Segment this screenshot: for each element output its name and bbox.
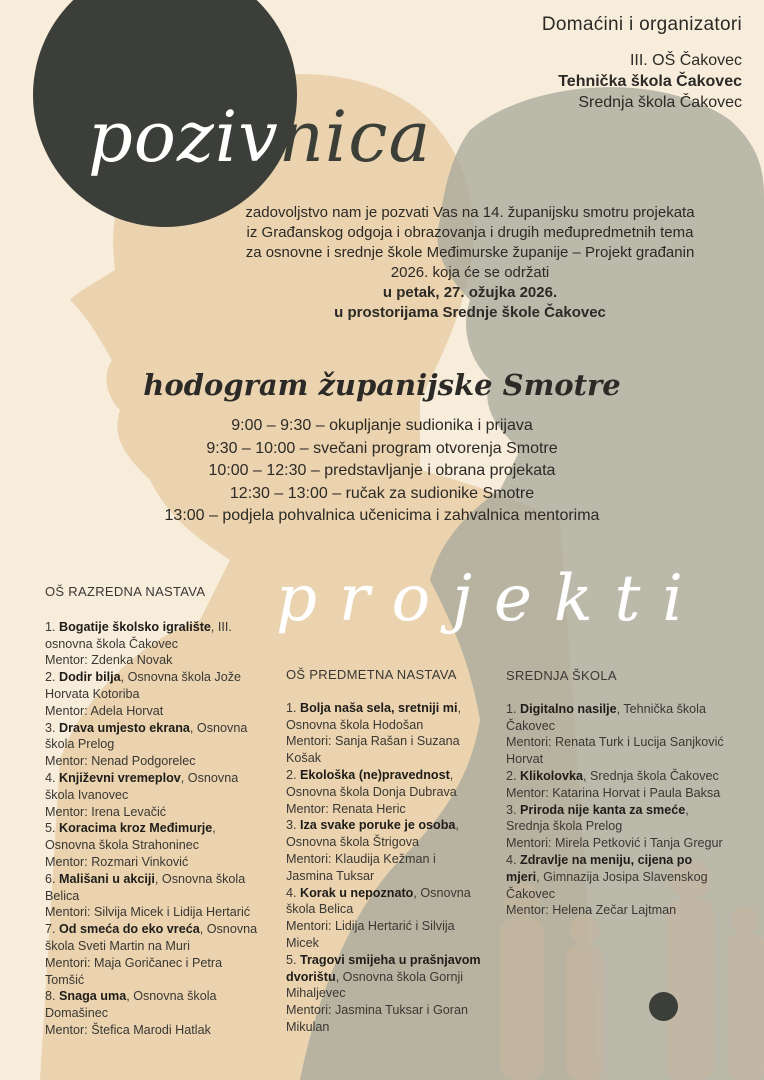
- project-number: 3.: [286, 818, 297, 833]
- project-school: , Osnovna škola Donja Dubrava: [286, 767, 457, 799]
- project-school: , Tehnička škola Čakovec: [506, 701, 706, 733]
- column-heading: OŠ RAZREDNA NASTAVA: [45, 584, 206, 599]
- project-number: 5.: [45, 821, 56, 836]
- page-title: [88, 96, 432, 178]
- project-number: 4.: [45, 770, 56, 785]
- project-entry: [286, 700, 486, 767]
- project-mentor: Mentor: Rozmari Vinković: [45, 854, 189, 869]
- project-mentor: Mentor: Renata Heric: [286, 801, 406, 816]
- project-school: , Gimnazija Josipa Slavenskog Čakovec: [506, 869, 708, 901]
- host-school-1: III. OŠ Čakovec: [629, 52, 742, 69]
- project-school: , Osnovna škola Štrigova: [286, 818, 459, 850]
- project-name: Priroda nije kanta za smeće: [520, 802, 686, 817]
- project-name: Bogatije školsko igralište: [59, 619, 211, 634]
- project-number: 6.: [45, 871, 56, 886]
- project-number: 1.: [286, 700, 297, 715]
- project-school: , Osnovna škola Hodošan: [286, 700, 462, 732]
- project-mentor: Mentor: Helena Zečar Lajtman: [506, 903, 677, 918]
- project-mentor: Mentor: Nenad Podgorelec: [45, 754, 196, 769]
- project-school: , Osnovna škola Gornji Mihaljevec: [286, 969, 464, 1001]
- project-mentor: Mentori: Silvija Micek i Lidija Hertarić: [45, 905, 251, 920]
- project-name: Koracima kroz Međimurje: [59, 821, 213, 836]
- event-venue: u prostorijama Srednje škole Čakovec: [334, 304, 606, 321]
- project-mentor: Mentor: Adela Horvat: [45, 703, 164, 718]
- column-heading: SREDNJA ŠKOLA: [506, 668, 617, 683]
- invitation-text: [240, 203, 700, 323]
- project-name: Zdravlje na meniju, cijena po mjeri: [506, 852, 693, 884]
- project-entry: [286, 817, 486, 884]
- project-number: 5.: [286, 952, 297, 967]
- project-name: Iza svake poruke je osoba: [300, 818, 456, 833]
- project-entry: [45, 770, 260, 820]
- project-school: , III. osnovna škola Čakovec: [45, 619, 232, 651]
- project-school: , Osnovna škola Ivanovec: [45, 770, 239, 802]
- decorative-dot: [649, 992, 678, 1021]
- project-entry: [286, 885, 486, 952]
- project-number: 1.: [506, 701, 517, 716]
- project-name: Dodir bilja: [59, 670, 121, 685]
- project-name: Snaga uma: [59, 989, 127, 1004]
- project-school: , Osnovna škola Prelog: [45, 720, 248, 752]
- project-number: 7.: [45, 922, 56, 937]
- project-entry: [506, 802, 724, 852]
- project-number: 2.: [286, 767, 297, 782]
- project-name: Mališani u akciji: [59, 871, 155, 886]
- invitation-body: zadovoljstvo nam je pozvati Vas na 14. županijsku smotru projekata iz Građanskog odgoja i obrazovanja i drugih međupredmetnih tema za osnovne i srednje škole Međimurske županije – Projekt građanin 2026. koja će se održati: [245, 204, 695, 281]
- project-entry: [286, 952, 486, 1036]
- project-entry: [506, 701, 724, 768]
- project-mentor: Mentori: Klaudija Kežman i Jasmina Tuksar: [286, 851, 436, 883]
- column-heading: OŠ PREDMETNA NASTAVA: [286, 667, 457, 682]
- column-predmetna: [286, 667, 486, 1036]
- hosts-block: [442, 14, 742, 113]
- project-entry: [506, 852, 724, 919]
- schedule-row: 9:00 – 9:30 – okupljanje sudionika i prijava: [231, 417, 533, 434]
- project-entry: [45, 871, 260, 921]
- project-number: 2.: [506, 768, 517, 783]
- column-razredna: [45, 584, 260, 1039]
- schedule-row: 12:30 – 13:00 – ručak za sudionike Smotre: [229, 484, 535, 502]
- project-name: Drava umjesto ekrana: [59, 720, 190, 735]
- schedule-row: 9:30 – 10:00 – svečani program otvorenja Smotre: [206, 439, 558, 457]
- project-name: Od smeća do eko vreća: [59, 922, 200, 937]
- project-number: 3.: [45, 720, 56, 735]
- project-entry: [45, 720, 260, 770]
- project-entry: [45, 619, 260, 669]
- schedule-row: 13:00 – podjela pohvalnica učenicima i zahvalnica mentorima: [164, 507, 600, 524]
- project-number: 2.: [45, 670, 56, 685]
- hosts-title: Domaćini i organizatori: [541, 14, 742, 35]
- project-name: Bolja naša sela, sretniji mi: [300, 700, 458, 715]
- project-number: 8.: [45, 989, 56, 1004]
- project-mentor: Mentori: Lidija Hertarić i Silvija Micek: [286, 919, 455, 950]
- project-name: Klikolovka: [520, 768, 584, 783]
- project-name: Digitalno nasilje: [520, 701, 617, 716]
- project-number: 4.: [286, 885, 297, 900]
- project-mentor: Mentori: Jasmina Tuksar i Goran Mikulan: [286, 1003, 468, 1034]
- project-mentor: Mentor: Irena Levačić: [45, 804, 167, 819]
- project-name: Književni vremeplov: [59, 770, 181, 785]
- project-entry: [45, 988, 260, 1038]
- project-mentor: Mentor: Katarina Horvat i Paula Baksa: [506, 785, 721, 800]
- project-number: 1.: [45, 619, 56, 634]
- projects-title: projekti: [276, 562, 705, 636]
- project-school: , Osnovna škola Belica: [286, 885, 471, 917]
- project-entry: [45, 921, 260, 988]
- schedule-list: [0, 415, 764, 528]
- project-mentor: Mentor: Zdenka Novak: [45, 653, 173, 668]
- project-mentor: Mentor: Štefica Marodi Hatlak: [45, 1022, 211, 1037]
- project-school: , Osnovna škola Sveti Martin na Muri: [45, 922, 258, 953]
- project-mentor: Mentori: Renata Turk i Lucija Sanjković Horvat: [506, 735, 724, 767]
- project-school: , Osnovna škola Belica: [45, 871, 246, 903]
- project-number: 4.: [506, 852, 517, 867]
- project-name: Ekološka (ne)pravednost: [300, 767, 450, 782]
- project-number: 3.: [506, 802, 517, 817]
- schedule-title: hodogram županijske Smotre: [143, 368, 621, 402]
- project-school: , Osnovna škola Jože Horvata Kotoriba: [45, 670, 241, 701]
- project-entry: [45, 820, 260, 870]
- project-entry: [286, 767, 486, 817]
- title-part-2: nica: [278, 96, 432, 178]
- column-srednja: [506, 668, 724, 919]
- project-name: Korak u nepoznato: [300, 885, 414, 900]
- project-school: , Srednja škola Čakovec: [583, 768, 719, 783]
- project-school: , Osnovna škola Domašinec: [45, 989, 217, 1021]
- project-entry: [506, 768, 724, 802]
- title-part-1: poziv: [88, 96, 279, 178]
- host-school-3: Srednja škola Čakovec: [578, 94, 742, 111]
- project-mentor: Mentori: Mirela Petković i Tanja Gregur: [506, 836, 723, 851]
- project-school: , Osnovna škola Strahoninec: [45, 821, 216, 853]
- event-date: u petak, 27. ožujka 2026.: [382, 284, 558, 301]
- project-school: , Srednja škola Prelog: [506, 802, 689, 834]
- host-school-2: Tehnička škola Čakovec: [558, 73, 742, 90]
- schedule-row: 10:00 – 12:30 – predstavljanje i obrana projekata: [208, 462, 556, 479]
- project-mentor: Mentori: Sanja Rašan i Suzana Košak: [286, 734, 460, 766]
- project-name: Tragovi smijeha u prašnjavom dvorištu: [286, 952, 481, 984]
- project-mentor: Mentori: Maja Goričanec i Petra Tomšić: [45, 955, 223, 987]
- project-entry: [45, 669, 260, 719]
